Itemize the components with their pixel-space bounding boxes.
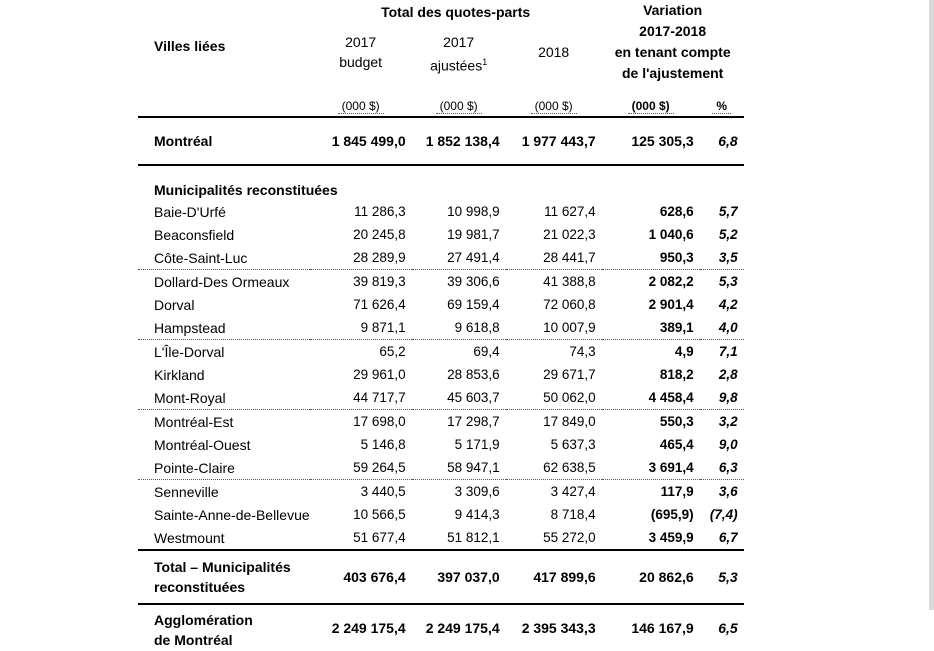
section-title-row [138, 165, 744, 200]
table-row [138, 456, 744, 480]
municipality-percent: 5,7 [718, 204, 738, 219]
municipality-percent: 5,3 [718, 274, 738, 289]
unit-variation: (000 $) [628, 99, 674, 114]
municipality-variation: 628,6 [659, 204, 694, 219]
municipality-2017-adjusted: 45 603,7 [412, 386, 506, 410]
municipality-2018: 5 637,3 [550, 437, 596, 452]
municipality-name: Sainte-Anne-de-Bellevue [154, 506, 310, 523]
col-2017-adjusted-year: 2017 [443, 34, 475, 50]
municipality-2017-budget: 5 146,8 [360, 437, 406, 452]
variation-title-3: en tenant compte [614, 44, 731, 60]
header-row [138, 0, 744, 96]
municipality-name: Kirkland [154, 366, 205, 383]
municipality-2018: 50 062,0 [506, 386, 602, 410]
municipality-2017-budget: 9 871,1 [310, 316, 412, 340]
table-row [138, 363, 744, 386]
municipality-name: Hampstead [138, 316, 310, 340]
agglo-2018: 2 395 343,3 [521, 620, 596, 636]
unit-2018: (000 $) [531, 99, 577, 114]
municipality-2018: 29 671,7 [543, 367, 596, 382]
col-2018-label: 2018 [538, 44, 570, 60]
units-row [138, 96, 744, 117]
municipality-2017-adjusted: 51 812,1 [447, 530, 500, 545]
municipality-2017-budget: 59 264,5 [310, 456, 412, 480]
municipality-2017-adjusted: 28 853,6 [447, 367, 500, 382]
agglomeration-row [138, 604, 744, 651]
variation-title-2: 2017-2018 [639, 23, 707, 39]
municipality-name: Dollard-Des Ormeaux [154, 273, 290, 290]
municipality-2017-budget: 20 245,8 [353, 227, 406, 242]
total-2017-budget: 403 676,4 [343, 569, 406, 585]
municipality-2017-budget: 44 717,7 [310, 386, 412, 410]
municipalities-body [138, 200, 744, 550]
municipality-2018: 72 060,8 [543, 297, 596, 312]
municipality-name: Mont-Royal [138, 386, 310, 410]
municipality-2017-budget: 3 440,5 [360, 484, 406, 499]
col-2017-adjusted-label: ajustées [430, 57, 483, 74]
municipality-variation: 550,3 [659, 414, 694, 429]
table-row [138, 526, 744, 550]
municipality-2018: 17 849,0 [543, 414, 596, 429]
footnote-marker: 1 [482, 57, 488, 67]
agglo-percent: 6,5 [718, 620, 738, 636]
total-2018: 417 899,6 [533, 569, 596, 585]
group-title: Total des quotes-parts [381, 4, 531, 20]
unit-2017-adjusted: (000 $) [436, 99, 482, 114]
municipality-2018: 8 718,4 [550, 507, 596, 522]
table-row [138, 410, 744, 434]
municipality-2017-adjusted: 19 981,7 [447, 227, 500, 242]
variation-title-1: Variation [643, 2, 703, 18]
municipality-2018: 55 272,0 [543, 530, 596, 545]
montreal-name: Montréal [154, 133, 213, 149]
table-row [138, 340, 744, 364]
municipality-percent: 6,7 [718, 530, 738, 545]
total-name-2: reconstituées [154, 579, 246, 595]
municipality-2017-adjusted: 9 414,3 [454, 507, 500, 522]
agglo-name-1: Agglomération [154, 612, 253, 628]
col-2017-budget-year: 2017 [345, 34, 377, 50]
municipality-variation: 950,3 [602, 246, 700, 270]
municipality-2018: 10 007,9 [506, 316, 602, 340]
col-2017-budget-label: budget [339, 54, 383, 70]
municipality-variation: 1 040,6 [648, 227, 694, 242]
right-edge-border [929, 0, 934, 610]
municipality-variation: 117,9 [660, 484, 694, 499]
municipality-2017-budget: 65,2 [379, 344, 406, 359]
municipality-name: Westmount [154, 529, 225, 546]
municipality-variation: 2 901,4 [648, 297, 694, 312]
municipality-2017-adjusted: 5 171,9 [454, 437, 500, 452]
municipality-2017-adjusted: 17 298,7 [447, 414, 500, 429]
municipality-variation: 389,1 [602, 316, 700, 340]
municipality-2017-budget: 51 677,4 [353, 530, 406, 545]
municipality-variation: 4,9 [674, 344, 694, 359]
municipality-2018: 21 022,3 [543, 227, 596, 242]
municipality-name: Dorval [154, 296, 195, 313]
table-row [138, 223, 744, 246]
table-row [138, 246, 744, 270]
municipality-name: Senneville [154, 483, 219, 500]
total-row [138, 550, 744, 604]
municipality-variation: (695,9) [650, 507, 694, 522]
municipality-variation: 465,4 [659, 437, 694, 452]
municipality-name: Côte-Saint-Luc [138, 246, 310, 270]
montreal-2018: 1 977 443,7 [521, 133, 596, 149]
municipality-2017-adjusted: 39 306,6 [447, 274, 500, 289]
municipality-2017-budget: 10 566,5 [353, 507, 406, 522]
municipality-name: Montréal-Est [154, 413, 234, 430]
montreal-variation: 125 305,3 [631, 133, 694, 149]
municipality-2017-adjusted: 9 618,8 [412, 316, 506, 340]
municipality-name: Montréal-Ouest [154, 436, 251, 453]
municipality-2017-budget: 39 819,3 [353, 274, 406, 289]
municipality-2017-adjusted: 58 947,1 [412, 456, 506, 480]
municipality-percent: 4,0 [700, 316, 744, 340]
municipality-2018: 28 441,7 [506, 246, 602, 270]
table-row [138, 480, 744, 504]
municipality-2017-adjusted: 27 491,4 [412, 246, 506, 270]
municipality-percent: (7,4) [709, 507, 738, 522]
total-name-1: Total – Municipalités [154, 559, 291, 575]
agglo-name-2: de Montréal [154, 632, 233, 648]
municipality-2018: 11 627,4 [544, 204, 596, 219]
total-percent: 5,3 [718, 569, 738, 585]
municipality-variation: 818,2 [659, 367, 694, 382]
municipality-2017-budget: 28 289,9 [310, 246, 412, 270]
municipality-percent: 6,3 [700, 456, 744, 480]
table-row [138, 316, 744, 340]
total-variation: 20 862,6 [639, 569, 694, 585]
municipality-name: L'Île-Dorval [154, 343, 225, 360]
montreal-2017-adjusted: 1 852 138,4 [425, 133, 500, 149]
municipality-percent: 9,0 [718, 437, 738, 452]
table-row [138, 270, 744, 294]
municipality-percent: 2,8 [718, 367, 738, 382]
table-row [138, 503, 744, 526]
municipality-2018: 3 427,4 [550, 484, 596, 499]
municipality-variation: 4 458,4 [602, 386, 700, 410]
montreal-2017-budget: 1 845 499,0 [331, 133, 406, 149]
municipality-name: Baie-D'Urfé [154, 203, 226, 220]
table-row [138, 200, 744, 223]
municipality-name: Beaconsfield [154, 226, 235, 243]
municipality-2017-budget: 71 626,4 [353, 297, 406, 312]
municipality-2018: 41 388,8 [543, 274, 596, 289]
montreal-row [138, 117, 744, 165]
municipality-name: Pointe-Claire [138, 456, 310, 480]
municipality-2018: 62 638,5 [506, 456, 602, 480]
table-row [138, 386, 744, 410]
municipality-percent: 3,6 [718, 484, 738, 499]
agglo-2017-budget: 2 249 175,4 [331, 620, 406, 636]
table-row [138, 433, 744, 456]
agglo-variation: 146 167,9 [631, 620, 694, 636]
unit-percent: % [712, 99, 731, 114]
unit-2017-budget: (000 $) [338, 99, 384, 114]
municipality-2017-budget: 29 961,0 [353, 367, 406, 382]
municipality-2017-adjusted: 69 159,4 [447, 297, 500, 312]
municipality-percent: 4,2 [718, 297, 738, 312]
montreal-percent: 6,8 [718, 133, 738, 149]
row-label-header: Villes liées [154, 38, 226, 54]
municipality-2017-adjusted: 10 998,9 [447, 204, 500, 219]
variation-title-4: de l'ajustement [621, 65, 724, 81]
section-title: Municipalités reconstituées [154, 182, 338, 198]
municipality-2017-budget: 11 286,3 [354, 204, 406, 219]
municipality-2017-adjusted: 69,4 [473, 344, 500, 359]
quote-parts-table [138, 0, 744, 651]
municipality-percent: 9,8 [700, 386, 744, 410]
municipality-variation: 2 082,2 [648, 274, 694, 289]
municipality-percent: 5,2 [718, 227, 738, 242]
municipality-2017-budget: 17 698,0 [353, 414, 406, 429]
total-2017-adjusted: 397 037,0 [437, 569, 500, 585]
table-row [138, 293, 744, 316]
municipality-percent: 3,5 [700, 246, 744, 270]
municipality-percent: 7,1 [718, 344, 738, 359]
municipality-variation: 3 691,4 [602, 456, 700, 480]
agglo-2017-adjusted: 2 249 175,4 [425, 620, 500, 636]
municipality-2017-adjusted: 3 309,6 [454, 484, 500, 499]
municipality-variation: 3 459,9 [648, 530, 694, 545]
municipality-percent: 3,2 [718, 414, 738, 429]
municipality-2018: 74,3 [569, 344, 596, 359]
